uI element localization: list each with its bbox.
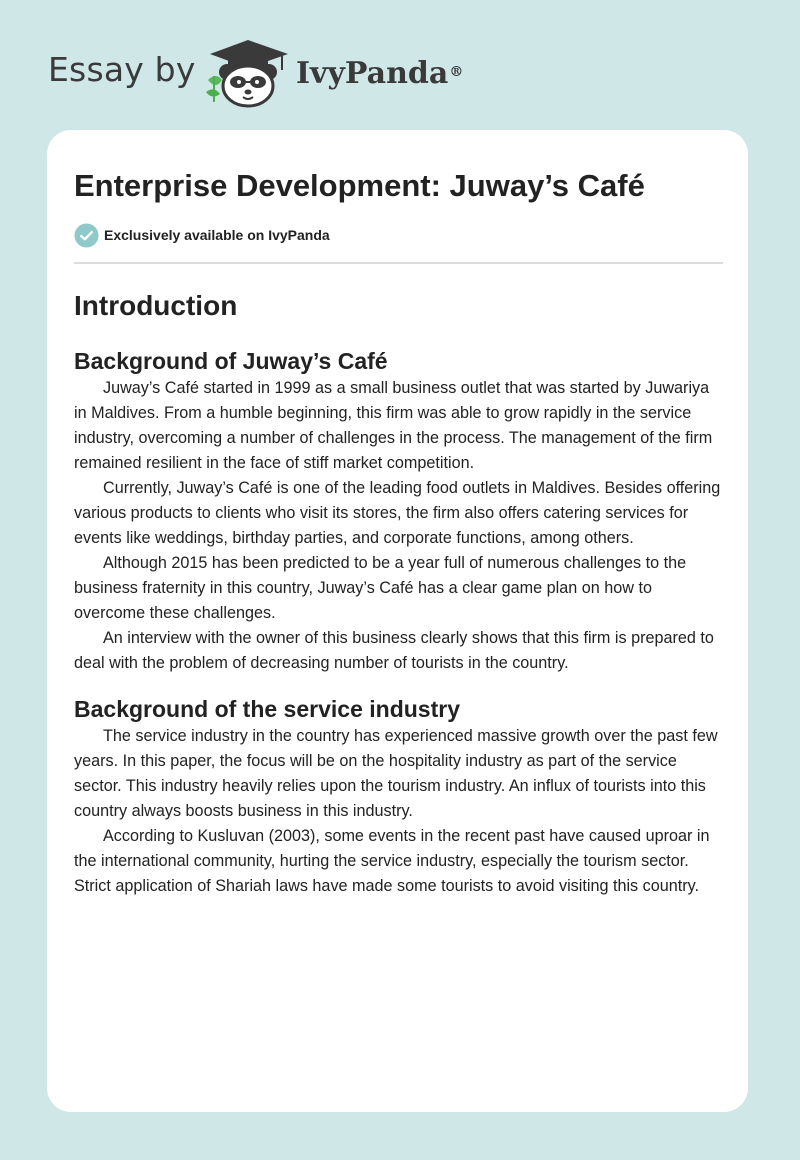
brand-label: IvyPanda: [296, 56, 449, 91]
subsection-heading: Background of Juway’s Café: [74, 348, 388, 374]
page-title: Enterprise Development: Juway’s Café: [74, 168, 645, 203]
panda-graduate-icon: [202, 36, 294, 108]
registered-mark: ®: [449, 64, 464, 80]
subsection-heading: Background of the service industry: [74, 696, 460, 722]
paragraph: An interview with the owner of this business clearly shows that this firm is prepared to deal with the problem of decreasing number of tourists in the country.: [74, 629, 714, 672]
availability-text: Exclusively available on IvyPanda: [104, 227, 330, 243]
paragraph: Although 2015 has been predicted to be a year full of numerous challenges to the business fraternity in this country, Juway’s Café has a clear game plan on how to overcome these challenges.: [74, 554, 687, 622]
site-header: [0, 0, 800, 130]
article-card: [47, 130, 748, 1112]
paragraph: Juway’s Café started in 1999 as a small business outlet that was started by Juwariya in Maldives. From a humble beginning, this firm was able to grow rapidly in the service industry, overcoming a number of challenges in the process. The management of the firm remained resilient in the face of stiff market competition.: [74, 379, 713, 472]
check-circle-icon: [74, 223, 99, 248]
paragraph: Currently, Juway’s Café is one of the leading food outlets in Maldives. Besides offering various products to clients who visit its stores, the firm also offers catering services for events like weddings, birthday parties, and corporate functions, among others.: [74, 479, 721, 547]
essay-by-label: Essay by: [48, 50, 196, 89]
section-heading: Introduction: [74, 290, 238, 321]
title-divider: [74, 262, 723, 264]
availability-badge: [74, 222, 721, 248]
paragraph: The service industry in the country has experienced massive growth over the past few years. In this paper, the focus will be on the hospitality industry as part of the service sector. This industry heavily relies upon the tourism industry. An influx of tourists into this country always boosts business in this industry.: [74, 727, 718, 820]
paragraph: According to Kusluvan (2003), some events in the recent past have caused uproar in the international community, hurting the service industry, especially the tourism sector. Strict application of Shariah laws have made some tourists to avoid visiting this country.: [74, 827, 710, 895]
brand-name: [296, 54, 463, 94]
